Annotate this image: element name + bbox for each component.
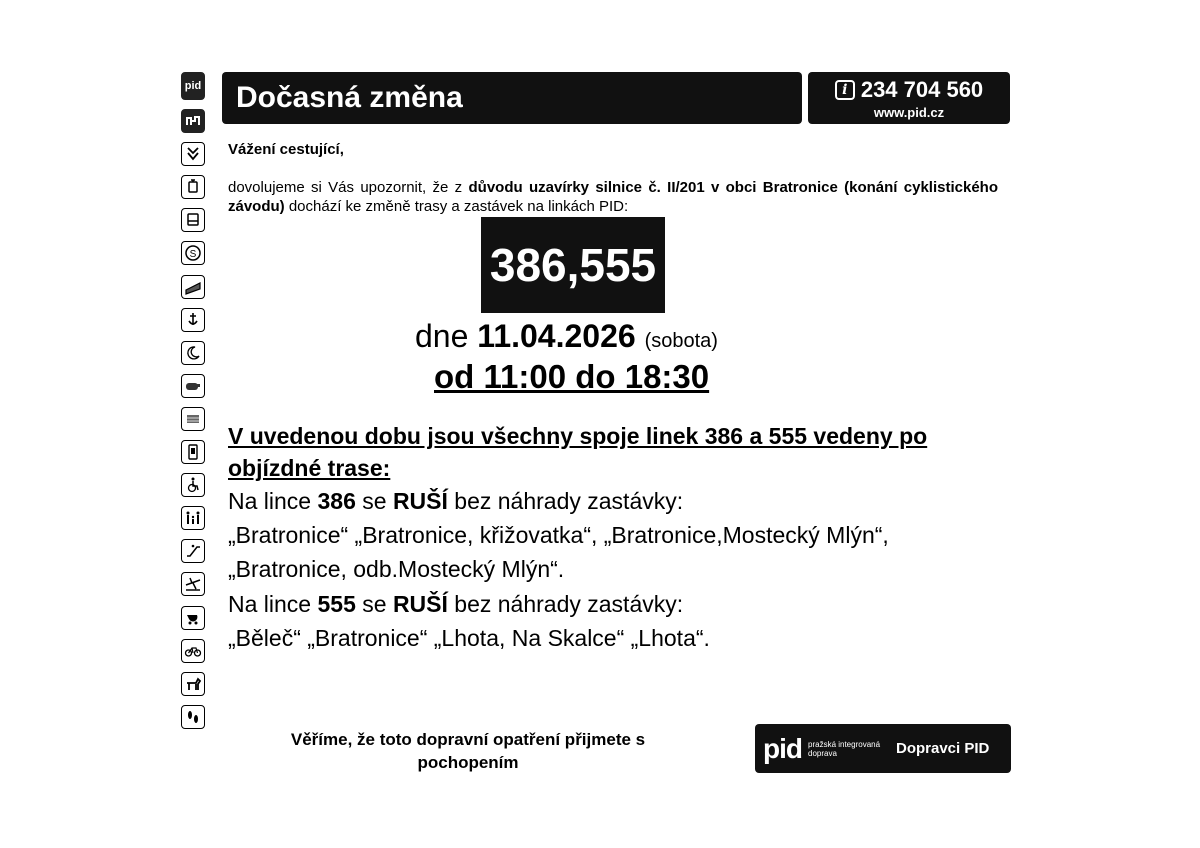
pid-logo-subtitle: pražská integrovaná doprava [808,739,881,758]
tram-icon [181,175,205,199]
intro-bold: důvodu uzavírky silnice č. II/201 v obci Bratronice (konání cyklistického závodu) [228,179,998,215]
line1-number: 386 [317,488,356,514]
line1-cancel: RUŠÍ [392,488,448,514]
line-555-stops-row1: „Běleč“ „Bratronice“ „Lhota, Na Skalce“ „Lhota“. [228,625,710,651]
line2-number: 555 [317,591,356,617]
mobile-ticket-icon [181,440,205,464]
line-386-stops-row1: „Bratronice“ „Bratronice, křižovatka“, „Bratronice,Mostecký Mlýn“, [228,522,889,548]
line2-cancel: RUŠÍ [392,591,448,617]
walking-icon [181,705,205,729]
ferry-icon [181,308,205,332]
intro-suffix: dochází ke změně trasy a zastávek na linkách PID: [284,198,629,215]
intro-paragraph [228,178,998,216]
signature: Dopravci PID [896,740,990,757]
line1-part-c: bez náhrady zastávky: [447,488,684,514]
notice-title-bar [222,72,802,124]
intro-prefix: dovolujeme si Vás upozornit, že z [228,179,469,196]
wheelchair-icon [181,473,205,497]
school-bus-icon [181,241,205,265]
line2-part-a: Na lince [228,591,318,617]
train-icon [181,374,205,398]
info-contact-box [808,72,1010,124]
line-386-stops-row2: „Bratronice, odb.Mostecký Mlýn“. [228,556,565,582]
metro-icon [181,142,205,166]
page-title: Dočasná změna [236,81,463,114]
date-value: 11.04.2026 [477,318,636,354]
escalator-icon [181,539,205,563]
closing-text: Věříme, že toto dopravní opatření přijmete s pochopením [290,730,646,772]
pid-signature-box [755,724,1011,773]
ticket-machine-icon [181,407,205,431]
affected-lines: 386,555 [489,239,657,291]
greeting: Vážení cestující, [228,141,344,158]
bus-icon [181,208,205,232]
day-of-week: (sobota) [644,330,718,352]
pid-logo: pid [763,732,802,764]
line2-part-c: bez náhrady zastávky: [447,591,684,617]
info-phone-row [808,77,1010,103]
night-icon [181,341,205,365]
info-website[interactable]: www.pid.cz [873,105,945,120]
time-range: od 11:00 do 18:30 [434,358,710,395]
pid-logo-icon: pid [181,72,205,100]
detour-headline: V uvedenou dobu jsou všechny spoje linek 386 a 555 vedeny po objízdné trase: [228,423,928,481]
line-555-cancel-text [228,591,683,618]
bicycle-icon [181,639,205,663]
line-386-cancel-text [228,488,683,515]
affected-lines-box [481,217,665,313]
sidebar [181,72,209,738]
date-prefix: dne [415,318,478,354]
line2-part-b: se [355,591,393,617]
svg-text:S: S [189,249,197,261]
family-icon [181,506,205,530]
line1-part-b: se [355,488,393,514]
bus-stop-icon [181,109,205,133]
dog-icon [181,672,205,696]
line1-part-a: Na lince [228,488,318,514]
info-icon: i [835,80,855,100]
airport-icon [181,572,205,596]
date-line [415,318,718,355]
funicular-icon [181,275,205,299]
info-phone[interactable]: 234 704 560 [860,77,984,102]
stroller-icon [181,606,205,630]
